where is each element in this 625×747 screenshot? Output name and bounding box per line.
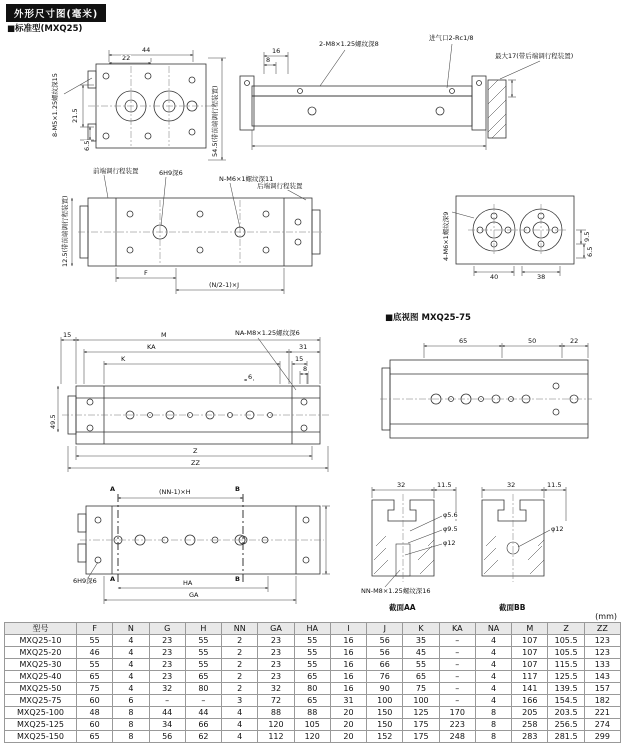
- value-cell: 4: [113, 659, 149, 671]
- value-cell: –: [439, 683, 475, 695]
- value-cell: –: [185, 695, 221, 707]
- value-cell: 4: [475, 671, 511, 683]
- col-header-model: 型号: [5, 623, 77, 635]
- value-cell: 2: [222, 659, 258, 671]
- unit-label: (mm): [595, 612, 617, 621]
- value-cell: 88: [258, 707, 294, 719]
- table-row: [5, 659, 621, 671]
- col-header-ZZ: ZZ: [584, 623, 620, 635]
- dim-65-label: 65: [459, 337, 468, 345]
- dim-table-head-row: [5, 623, 621, 635]
- value-cell: 100: [403, 695, 439, 707]
- value-cell: 154.5: [548, 695, 584, 707]
- note-max17-label: 最大17(带后端调行程装置): [495, 52, 574, 60]
- value-cell: 4: [113, 635, 149, 647]
- value-cell: 45: [403, 647, 439, 659]
- value-cell: 120: [258, 719, 294, 731]
- table-row: [5, 731, 621, 743]
- value-cell: 23: [149, 671, 185, 683]
- dim-table-body: [5, 635, 621, 743]
- standard-type-heading: ■标准型(MXQ25): [7, 24, 83, 34]
- dia-9-5-label: φ9.5: [443, 525, 458, 533]
- value-cell: 248: [439, 731, 475, 743]
- section-bb-label-label: 截面BB: [499, 603, 526, 612]
- value-cell: 105: [294, 719, 330, 731]
- value-cell: 56: [149, 731, 185, 743]
- bottom-view-heading: ■底视图 MXQ25-75: [385, 313, 471, 323]
- dim-16-label: 16: [272, 47, 281, 55]
- value-cell: 258: [512, 719, 548, 731]
- callout-6h9-bottom-label: 6H9深6: [73, 577, 97, 585]
- value-cell: 105.5: [548, 647, 584, 659]
- value-cell: 62: [185, 731, 221, 743]
- value-cell: 55: [185, 647, 221, 659]
- value-cell: 66: [367, 659, 403, 671]
- model-cell: MXQ25-10: [5, 635, 77, 647]
- value-cell: 80: [185, 683, 221, 695]
- section-aa-label-label: 截面AA: [389, 603, 416, 612]
- value-cell: 16: [330, 635, 366, 647]
- dim-8-side-label: 8: [266, 56, 271, 64]
- value-cell: 125.5: [548, 671, 584, 683]
- col-header-J: J: [367, 623, 403, 635]
- dim-15-left-label: 15: [63, 331, 72, 339]
- value-cell: 203.5: [548, 707, 584, 719]
- value-cell: 274: [584, 719, 620, 731]
- value-cell: –: [439, 695, 475, 707]
- col-header-H: H: [185, 623, 221, 635]
- dim-40-label: 40: [490, 273, 499, 281]
- value-cell: 2: [222, 647, 258, 659]
- value-cell: 143: [584, 671, 620, 683]
- dim-38-label: 38: [537, 273, 546, 281]
- dim-44-label: 44: [142, 46, 151, 54]
- value-cell: 55: [185, 659, 221, 671]
- value-cell: 120: [294, 731, 330, 743]
- value-cell: 55: [185, 635, 221, 647]
- value-cell: 182: [584, 695, 620, 707]
- dim-31-label: 31: [299, 343, 308, 351]
- dim-6-5-left-label: 6.5: [83, 140, 91, 151]
- value-cell: 23: [258, 647, 294, 659]
- value-cell: 32: [149, 683, 185, 695]
- model-cell: MXQ25-50: [5, 683, 77, 695]
- value-cell: –: [439, 635, 475, 647]
- value-cell: –: [439, 647, 475, 659]
- value-cell: 56: [367, 647, 403, 659]
- value-cell: 2: [222, 683, 258, 695]
- value-cell: 123: [584, 647, 620, 659]
- callout-2-m8-label: 2-M8×1.25螺纹深8: [319, 40, 379, 48]
- value-cell: 4: [475, 659, 511, 671]
- value-cell: 8: [113, 731, 149, 743]
- value-cell: 8: [113, 719, 149, 731]
- dim-8-bottom-label: 8: [303, 365, 308, 373]
- value-cell: 4: [113, 683, 149, 695]
- value-cell: 107: [512, 659, 548, 671]
- dim-KA-label: KA: [147, 343, 156, 351]
- model-cell: MXQ25-20: [5, 647, 77, 659]
- model-cell: MXQ25-40: [5, 671, 77, 683]
- table-row: [5, 671, 621, 683]
- value-cell: 80: [294, 683, 330, 695]
- value-cell: 4: [222, 719, 258, 731]
- dim-9-5-label: 9.5: [583, 231, 591, 242]
- dia-5-6-label: φ5.6: [443, 511, 458, 519]
- dim-GA-label: GA: [189, 591, 199, 599]
- value-cell: 20: [330, 707, 366, 719]
- marker-b-bottom-label: B: [235, 575, 240, 583]
- model-cell: MXQ25-100: [5, 707, 77, 719]
- model-cell: MXQ25-125: [5, 719, 77, 731]
- value-cell: 107: [512, 647, 548, 659]
- value-cell: 65: [294, 671, 330, 683]
- table-row: [5, 719, 621, 731]
- value-cell: 221: [584, 707, 620, 719]
- value-cell: 223: [439, 719, 475, 731]
- value-cell: 139.5: [548, 683, 584, 695]
- callout-port-label: 进气口2-Rc1/8: [429, 34, 474, 42]
- dim-49-5-label: 49.5: [49, 414, 57, 429]
- value-cell: 141: [512, 683, 548, 695]
- value-cell: 100: [367, 695, 403, 707]
- dim-ZZ-label: ZZ: [191, 459, 200, 467]
- value-cell: 65: [77, 731, 113, 743]
- value-cell: 4: [113, 671, 149, 683]
- value-cell: 16: [330, 683, 366, 695]
- col-header-K: K: [403, 623, 439, 635]
- value-cell: 31: [330, 695, 366, 707]
- value-cell: 133: [584, 659, 620, 671]
- value-cell: 152: [367, 731, 403, 743]
- value-cell: 4: [113, 647, 149, 659]
- dim-n2j-label: (N/2-1)×J: [209, 281, 240, 289]
- value-cell: 23: [149, 647, 185, 659]
- thread-8-m5-label: 8-M5×1.25螺纹深15: [51, 73, 59, 137]
- callout-n-m6-label: N-M6×1螺纹深11: [219, 175, 274, 183]
- value-cell: 8: [475, 731, 511, 743]
- value-cell: 123: [584, 635, 620, 647]
- marker-a-top-label: A: [110, 485, 116, 493]
- value-cell: 150: [367, 719, 403, 731]
- value-cell: 8: [475, 719, 511, 731]
- value-cell: 46: [77, 647, 113, 659]
- col-header-NN: NN: [222, 623, 258, 635]
- value-cell: 205: [512, 707, 548, 719]
- value-cell: –: [149, 695, 185, 707]
- value-cell: 8: [113, 707, 149, 719]
- value-cell: –: [439, 659, 475, 671]
- value-cell: 65: [403, 671, 439, 683]
- value-cell: 16: [330, 659, 366, 671]
- value-cell: 55: [294, 659, 330, 671]
- value-cell: 6: [113, 695, 149, 707]
- value-cell: 44: [185, 707, 221, 719]
- note-12-5-label: 12.5(带前端调行程装置): [61, 195, 69, 267]
- value-cell: 20: [330, 731, 366, 743]
- model-cell: MXQ25-150: [5, 731, 77, 743]
- value-cell: 281.5: [548, 731, 584, 743]
- value-cell: 4: [475, 695, 511, 707]
- model-cell: MXQ25-75: [5, 695, 77, 707]
- value-cell: 8: [475, 707, 511, 719]
- value-cell: 4: [222, 707, 258, 719]
- value-cell: 55: [294, 647, 330, 659]
- dim-nn1h-label: (NN-1)×H: [159, 488, 191, 496]
- marker-a-bottom-label: A: [110, 575, 116, 583]
- value-cell: 23: [258, 659, 294, 671]
- value-cell: 16: [330, 671, 366, 683]
- dim-15-right-label: 15: [295, 355, 304, 363]
- dim-HA-label: HA: [183, 579, 193, 587]
- callout-6h9-mid-label: 6H9深6: [159, 169, 183, 177]
- dim-6-small-label: 6: [248, 373, 253, 381]
- dim-Z-label: Z: [193, 447, 198, 455]
- value-cell: 2: [222, 635, 258, 647]
- marker-b-top-label: B: [235, 485, 240, 493]
- value-cell: 150: [367, 707, 403, 719]
- dim-22-b-label: 22: [570, 337, 579, 345]
- value-cell: –: [439, 671, 475, 683]
- value-cell: 112: [258, 731, 294, 743]
- value-cell: 23: [258, 635, 294, 647]
- value-cell: 55: [294, 635, 330, 647]
- value-cell: 3: [222, 695, 258, 707]
- value-cell: 48: [77, 707, 113, 719]
- value-cell: 90: [367, 683, 403, 695]
- dia-12-aa-label: φ12: [443, 539, 456, 547]
- dim-21-5-label: 21.5: [71, 108, 79, 123]
- col-header-N: N: [113, 623, 149, 635]
- value-cell: 4: [475, 683, 511, 695]
- value-cell: 60: [77, 719, 113, 731]
- value-cell: 44: [149, 707, 185, 719]
- value-cell: 60: [77, 695, 113, 707]
- value-cell: 175: [403, 719, 439, 731]
- page-title: 外形尺寸图(毫米): [6, 4, 106, 22]
- value-cell: 4: [222, 731, 258, 743]
- callout-nn-m8-label: NN-M8×1.25螺纹深16: [361, 587, 431, 595]
- value-cell: 175: [403, 731, 439, 743]
- dim-32-bb-label: 32: [507, 481, 516, 489]
- value-cell: 65: [294, 695, 330, 707]
- dim-50-label: 50: [528, 337, 537, 345]
- col-header-HA: HA: [294, 623, 330, 635]
- model-cell: MXQ25-30: [5, 659, 77, 671]
- value-cell: 115.5: [548, 659, 584, 671]
- callout-rear-adjuster-label: 后端调行程装置: [257, 182, 303, 190]
- value-cell: 35: [403, 635, 439, 647]
- col-header-G: G: [149, 623, 185, 635]
- dimension-table: [4, 622, 621, 743]
- callout-na-m8-label: NA-M8×1.25螺纹深6: [235, 329, 300, 337]
- dim-11-5-bb-label: 11.5: [547, 481, 562, 489]
- table-row: [5, 683, 621, 695]
- dim-11-5-aa-label: 11.5: [437, 481, 452, 489]
- value-cell: 55: [77, 635, 113, 647]
- value-cell: 283: [512, 731, 548, 743]
- col-header-F: F: [77, 623, 113, 635]
- value-cell: 65: [77, 671, 113, 683]
- table-row: [5, 707, 621, 719]
- value-cell: 55: [77, 659, 113, 671]
- value-cell: 23: [149, 635, 185, 647]
- value-cell: 256.5: [548, 719, 584, 731]
- col-header-NA: NA: [475, 623, 511, 635]
- callout-4-m6-label: 4-M6×1螺纹深9: [442, 211, 450, 261]
- value-cell: 20: [330, 719, 366, 731]
- dim-22-label: 22: [122, 54, 131, 62]
- col-header-M: M: [512, 623, 548, 635]
- value-cell: 170: [439, 707, 475, 719]
- dia-12-bb-label: φ12: [551, 525, 564, 533]
- value-cell: 32: [258, 683, 294, 695]
- table-row: [5, 695, 621, 707]
- dim-K-label: K: [121, 355, 126, 363]
- col-header-KA: KA: [439, 623, 475, 635]
- dim-M-label: M: [161, 331, 167, 339]
- value-cell: 75: [403, 683, 439, 695]
- value-cell: 66: [185, 719, 221, 731]
- value-cell: 125: [403, 707, 439, 719]
- value-cell: 55: [403, 659, 439, 671]
- col-header-GA: GA: [258, 623, 294, 635]
- value-cell: 75: [77, 683, 113, 695]
- value-cell: 88: [294, 707, 330, 719]
- value-cell: 105.5: [548, 635, 584, 647]
- value-cell: 299: [584, 731, 620, 743]
- value-cell: 16: [330, 647, 366, 659]
- value-cell: 4: [475, 635, 511, 647]
- value-cell: 117: [512, 671, 548, 683]
- value-cell: 2: [222, 671, 258, 683]
- dim-6-5-right-label: 6.5: [586, 246, 594, 257]
- value-cell: 76: [367, 671, 403, 683]
- value-cell: 157: [584, 683, 620, 695]
- value-cell: 56: [367, 635, 403, 647]
- value-cell: 4: [475, 647, 511, 659]
- value-cell: 166: [512, 695, 548, 707]
- col-header-I: I: [330, 623, 366, 635]
- value-cell: 72: [258, 695, 294, 707]
- col-header-Z: Z: [548, 623, 584, 635]
- dim-F-label: F: [144, 269, 148, 277]
- note-54-5-label: 54.5(带前端调行程装置): [211, 85, 219, 157]
- value-cell: 23: [149, 659, 185, 671]
- value-cell: 34: [149, 719, 185, 731]
- value-cell: 23: [258, 671, 294, 683]
- dim-32-aa-label: 32: [397, 481, 406, 489]
- callout-front-adjuster-label: 前端调行程装置: [93, 167, 139, 175]
- value-cell: 107: [512, 635, 548, 647]
- table-row: [5, 635, 621, 647]
- value-cell: 65: [185, 671, 221, 683]
- table-row: [5, 647, 621, 659]
